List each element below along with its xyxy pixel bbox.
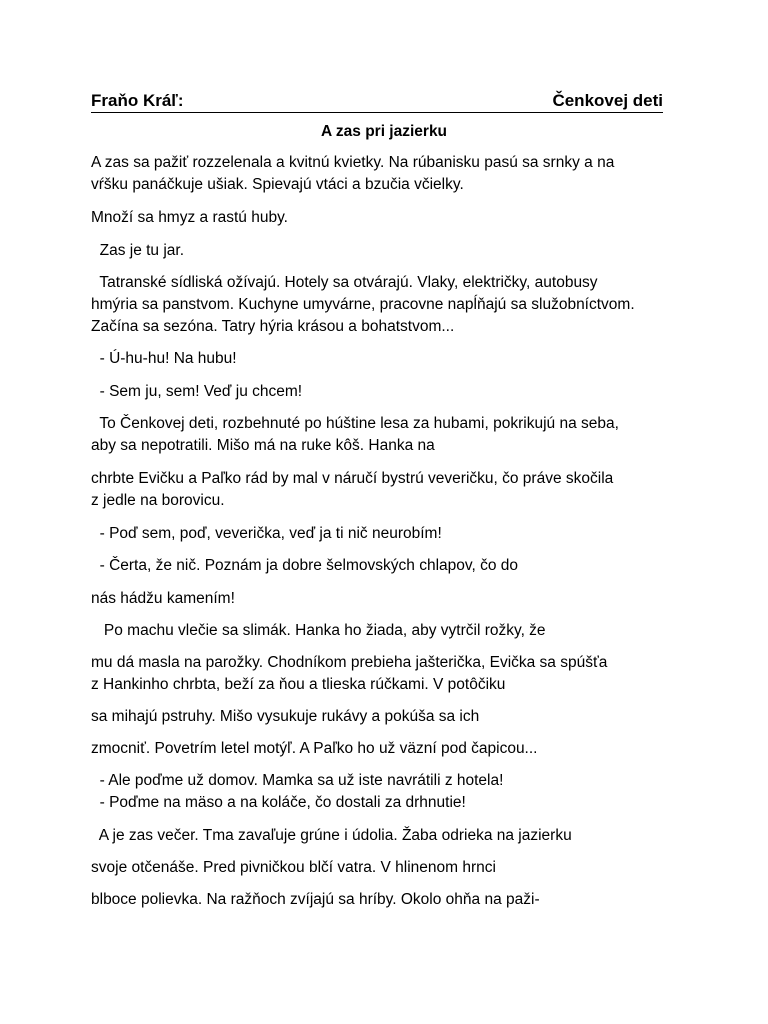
paragraph-16: - Ale poďme už domov. Mamka sa už iste navrátili z hotela! - Poďme na mäso a na koláče, čo dostali za drhnutie!	[99, 772, 504, 811]
author-name: Fraňo Kráľ:	[91, 91, 184, 110]
paragraph-19: blboce polievka. Na ražňoch zvíjajú sa hríby. Okolo ohňa na paži-	[91, 891, 540, 908]
paragraph-9: - Poď sem, poď, veverička, veď ja ti nič neurobím!	[91, 525, 442, 542]
paragraph-10: - Čerta, že nič. Poznám ja dobre šelmovských chlapov, čo do	[91, 557, 519, 574]
paragraph-3: Zas je tu jar.	[91, 242, 185, 259]
paragraph-5: - Ú-hu-hu! Na hubu!	[91, 350, 237, 367]
work-title: Čenkovej deti	[552, 91, 663, 110]
paragraph-17: A je zas večer. Tma zavaľuje grúne i údolia. Žaba odrieka na jazierku	[91, 827, 572, 844]
chapter-title: A zas pri jazierku	[320, 123, 448, 140]
paragraph-14: sa mihajú pstruhy. Mišo vysukuje rukávy a pokúša sa ich	[91, 708, 480, 725]
paragraph-11: nás hádžu kamením!	[91, 590, 235, 607]
paragraph-8: chrbte Evičku a Paľko rád by mal v náručí bystrú veveričku, čo práve skočila z jedle na borovicu.	[91, 470, 614, 509]
paragraph-1: A zas sa pažiť rozzelenala a kvitnú kvietky. Na rúbanisku pasú sa srnky a na vŕšku panáčkuje ušiak. Spievajú vtáci a bzučia včielky.	[91, 154, 615, 193]
paragraph-15: zmocniť. Povetrím letel motýľ. A Paľko ho už väzní pod čapicou...	[91, 740, 538, 757]
paragraph-13: mu dá masla na parožky. Chodníkom prebieha jašterička, Evička sa spúšťa z Hankinho chrbta, beží za ňou a tlieska rúčkami. V potôčiku	[91, 654, 608, 693]
document-header	[91, 86, 663, 113]
paragraph-18: svoje otčenáše. Pred pivničkou blčí vatra. V hlinenom hrnci	[91, 859, 496, 876]
paragraph-2: Množí sa hmyz a rastú huby.	[91, 209, 288, 226]
paragraph-12: Po machu vlečie sa slimák. Hanka ho žiada, aby vytrčil rožky, že	[91, 622, 546, 639]
paragraph-7: To Čenkovej deti, rozbehnuté po húštine lesa za hubami, pokrikujú na seba, aby sa nepotratili. Mišo má na ruke kôš. Hanka na	[91, 415, 619, 454]
paragraph-4: Tatranské sídliská ožívajú. Hotely sa otvárajú. Vlaky, električky, autobusy hmýria sa panstvom. Kuchyne umyvárne, pracovne napĺňajú sa služobníctvom. Začína sa sezóna. Tatry hýria krásou a bohatstvom...	[91, 274, 635, 335]
paragraph-6: - Sem ju, sem! Veď ju chcem!	[91, 383, 303, 400]
